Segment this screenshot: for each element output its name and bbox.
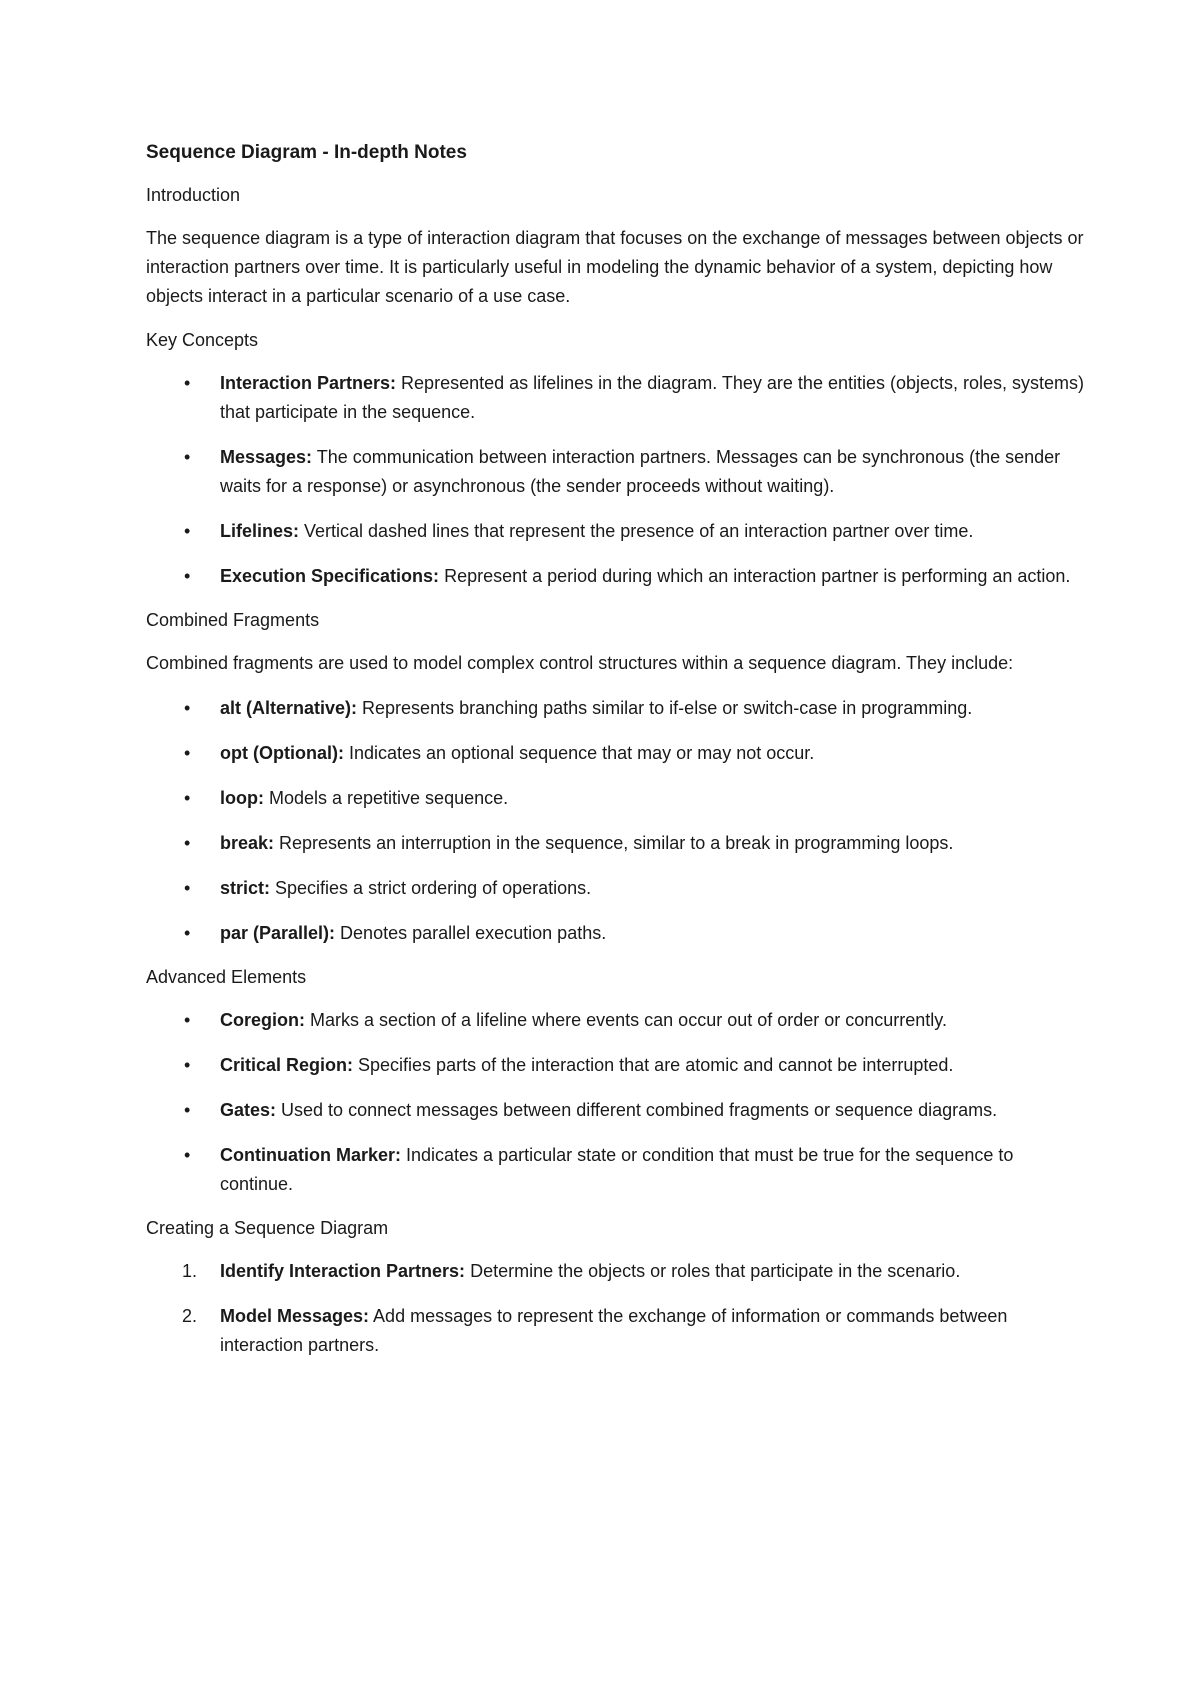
item-term: Coregion: [220, 1010, 305, 1030]
item-term: Gates: [220, 1100, 277, 1120]
item-text: Indicates a particular state or condition that must be true for the sequence to continue. [220, 1145, 1014, 1194]
item-text: Vertical dashed lines that represent the presence of an interaction partner over time. [299, 521, 974, 541]
list-item [146, 784, 1086, 813]
item-text: Models a repetitive sequence. [263, 788, 509, 808]
item-term: strict: [220, 878, 271, 898]
item-text: Marks a section of a lifeline where events can occur out of order or concurrently. [305, 1010, 947, 1030]
item-term: break: [220, 833, 275, 853]
step-number: 2. [182, 1306, 198, 1326]
item-term: opt (Optional): [220, 743, 344, 763]
item-term: Critical Region: [220, 1055, 354, 1075]
bullet-icon: • [184, 923, 191, 943]
list-item [146, 1257, 1086, 1286]
item-text: Represent a period during which an interaction partner is performing an action. [439, 566, 1071, 586]
bullet-icon: • [184, 1145, 191, 1165]
item-text: Add messages to represent the exchange of information or commands between interaction partners. [220, 1306, 1008, 1355]
item-term: alt (Alternative): [220, 698, 358, 718]
combined-fragments-intro: Combined fragments are used to model complex control structures within a sequence diagram. They include: [146, 653, 1014, 673]
list-item [146, 1096, 1086, 1125]
list-item [146, 829, 1086, 858]
item-text: Indicates an optional sequence that may or may not occur. [343, 743, 815, 763]
advanced-elements-list [146, 1006, 1086, 1199]
step-number: 1. [182, 1261, 198, 1281]
item-term: Continuation Marker: [220, 1145, 402, 1165]
bullet-icon: • [184, 1010, 191, 1030]
creating-steps-list [146, 1257, 1086, 1360]
item-text: Used to connect messages between different combined fragments or sequence diagrams. [276, 1100, 998, 1120]
item-term: Identify Interaction Partners: [220, 1261, 466, 1281]
bullet-icon: • [184, 788, 191, 808]
combined-fragments-list [146, 694, 1086, 948]
list-item [146, 562, 1086, 591]
section-heading-advanced-elements: Advanced Elements [146, 967, 307, 987]
key-concepts-list [146, 369, 1086, 591]
item-text: Specifies a strict ordering of operations. [270, 878, 592, 898]
bullet-icon: • [184, 373, 191, 393]
introduction-paragraph: The sequence diagram is a type of interaction diagram that focuses on the exchange of messages between objects or interaction partners over time. It is particularly useful in modeling the dynamic behavior of a system, depicting how objects interact in a particular scenario of a use case. [146, 228, 1084, 306]
list-item [146, 443, 1086, 501]
bullet-icon: • [184, 743, 191, 763]
list-item [146, 1141, 1086, 1199]
list-item [146, 874, 1086, 903]
section-heading-combined-fragments: Combined Fragments [146, 610, 320, 630]
section-heading-creating: Creating a Sequence Diagram [146, 1218, 389, 1238]
list-item [146, 517, 1086, 546]
list-item [146, 739, 1086, 768]
section-heading-introduction: Introduction [146, 185, 241, 205]
item-term: Lifelines: [220, 521, 300, 541]
list-item [146, 694, 1086, 723]
item-term: Interaction Partners: [220, 373, 397, 393]
list-item [146, 919, 1086, 948]
bullet-icon: • [184, 566, 191, 586]
item-text: Represents branching paths similar to if-else or switch-case in programming. [357, 698, 973, 718]
section-heading-key-concepts: Key Concepts [146, 330, 259, 350]
bullet-icon: • [184, 833, 191, 853]
item-term: Model Messages: [220, 1306, 370, 1326]
item-term: Execution Specifications: [220, 566, 440, 586]
item-text: Denotes parallel execution paths. [335, 923, 607, 943]
bullet-icon: • [184, 447, 191, 467]
bullet-icon: • [184, 698, 191, 718]
list-item [146, 1006, 1086, 1035]
document-page [146, 140, 1086, 1376]
list-item [146, 1302, 1086, 1360]
item-text: Determine the objects or roles that participate in the scenario. [465, 1261, 961, 1281]
bullet-icon: • [184, 1100, 191, 1120]
item-term: par (Parallel): [220, 923, 336, 943]
document-title: Sequence Diagram - In-depth Notes [146, 142, 467, 163]
bullet-icon: • [184, 1055, 191, 1075]
item-text: Represented as lifelines in the diagram. They are the entities (objects, roles, systems) that participate in the sequence. [220, 373, 1085, 422]
item-term: Messages: [220, 447, 313, 467]
item-term: loop: [220, 788, 264, 808]
bullet-icon: • [184, 521, 191, 541]
bullet-icon: • [184, 878, 191, 898]
item-text: Specifies parts of the interaction that are atomic and cannot be interrupted. [353, 1055, 954, 1075]
list-item [146, 369, 1086, 427]
item-text: Represents an interruption in the sequence, similar to a break in programming loops. [274, 833, 954, 853]
item-text: The communication between interaction partners. Messages can be synchronous (the sender waits for a response) or asynchronous (the sender proceeds without waiting). [220, 447, 1061, 496]
list-item [146, 1051, 1086, 1080]
